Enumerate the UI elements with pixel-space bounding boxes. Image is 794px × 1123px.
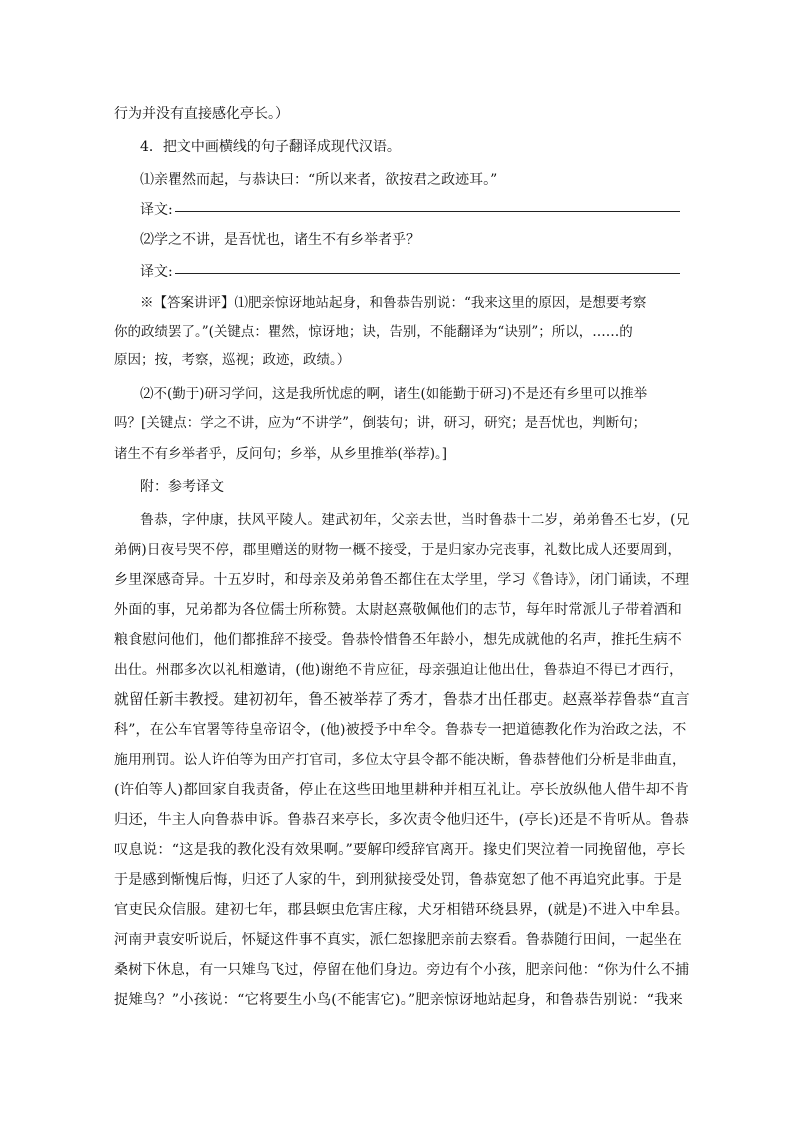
continued-line: 行为并没有直接感化亭长。） (114, 106, 289, 122)
answer-line: ⑵不(勤于)研习学问，这是我所忧虑的啊，诸生(如能勤于研习)不是还有乡里可以推举 (140, 386, 648, 402)
translation-line: 于是感到惭愧后悔，归还了人家的牛，到刑狱接受处罚，鲁恭宽恕了他不再追究此事。于是 (114, 872, 682, 888)
translation-line: 出仕。州郡多次以礼相邀请，(他)谢绝不肯应征，母亲强迫让他出仕，鲁恭迫不得已才西行， (114, 662, 684, 678)
translation-line: 科”，在公车官署等待皇帝诏令，(他)被授予中牟令。鲁恭专一把道德教化作为治政之法，不 (114, 722, 687, 738)
translation-line: 桑树下休息，有一只雉鸟飞过，停留在他们身边。旁边有个小孩，肥亲问他：“你为什么不捕 (114, 962, 690, 978)
translation-line: 外面的事，兄弟都为各位儒士所称赞。太尉赵熹敬佩他们的志节，每年时常派儿子带着酒和 (114, 602, 682, 618)
answer-blank-2[interactable] (175, 273, 680, 274)
translation-line: 粮食慰问他们，他们都推辞不接受。鲁恭怜惜鲁丕年龄小，想先成就他的名声，推托生病不 (114, 632, 682, 648)
translation-line: 鲁恭，字仲康，扶风平陵人。建武初年，父亲去世，当时鲁恭十二岁，弟弟鲁丕七岁，(兄 (140, 512, 690, 528)
translation-line: 就留任新丰教授。建初初年，鲁丕被举荐了秀才，鲁恭才出任郡吏。赵熹举荐鲁恭“直言 (114, 691, 690, 708)
translation-line: 捉雉鸟？”小孩说：“它将要生小鸟(不能害它)。”肥亲惊讶地站起身，和鲁恭告别说：“我来 (114, 992, 683, 1008)
answer-line: 原因；按，考察，巡视；政迹，政绩。） (114, 352, 351, 368)
answer-label-2: 译文: (140, 264, 173, 280)
answer-line: 诸生不有乡举者乎，反问句；乡举，从乡里推举(举荐)。] (114, 446, 448, 462)
answer-blank-1[interactable] (175, 211, 680, 212)
answer-line: 你的政绩罢了。”(关键点：瞿然，惊讶地；诀，告别，不能翻译为“诀别”；所以，……的 (114, 324, 633, 340)
answer-label-1: 译文: (140, 202, 173, 218)
appendix-title: 附：参考译文 (140, 479, 224, 495)
translation-line: 官吏民众信服。建初七年，郡县螟虫危害庄稼，犬牙相错环绕县界，(就是)不进入中牟县。 (114, 902, 690, 918)
question-item-2: ⑵学之不讲，是吾忧也，诸生不有乡举者乎？ (140, 232, 420, 248)
translation-line: 归还，牛主人向鲁恭申诉。鲁恭召来亭长，多次责令他归还牛，(亭长)还是不肯听从。鲁恭 (114, 812, 690, 828)
translation-line: 叹息说：“这是我的教化没有效果啊。”要解印绶辞官离开。掾史们哭泣着一同挽留他，亭长 (114, 842, 686, 858)
translation-line: (许伯等人)都回家自我责备，停止在这些田地里耕种并相互礼让。亭长放纵他人借牛却不肯 (114, 782, 690, 798)
answer-line: 吗？[关键点：学之不讲，应为“不讲学”，倒装句；讲，研习，研究；是吾忧也，判断句； (114, 415, 647, 431)
question-title: 4．把文中画横线的句子翻译成现代汉语。 (140, 139, 401, 155)
answer-line: ※【答案讲评】⑴肥亲惊讶地站起身，和鲁恭告别说：“我来这里的原因，是想要考察 (140, 295, 647, 311)
question-item-1: ⑴亲瞿然而起，与恭诀曰：“所以来者，欲按君之政迹耳。” (140, 172, 498, 188)
translation-line: 乡里深感奇异。十五岁时，和母亲及弟弟鲁丕都住在太学里，学习《鲁诗》，闭门诵读，不理 (114, 572, 690, 588)
translation-line: 弟俩)日夜号哭不停，郡里赠送的财物一概不接受，于是归家办完丧事，礼数比成人还要周到， (114, 542, 682, 558)
translation-line: 河南尹袁安听说后，怀疑这件事不真实，派仁恕掾肥亲前去察看。鲁恭随行田间，一起坐在 (114, 932, 682, 948)
translation-line: 施用刑罚。讼人许伯等为田产打官司，多位太守县令都不能决断，鲁恭替他们分析是非曲直， (114, 752, 686, 768)
